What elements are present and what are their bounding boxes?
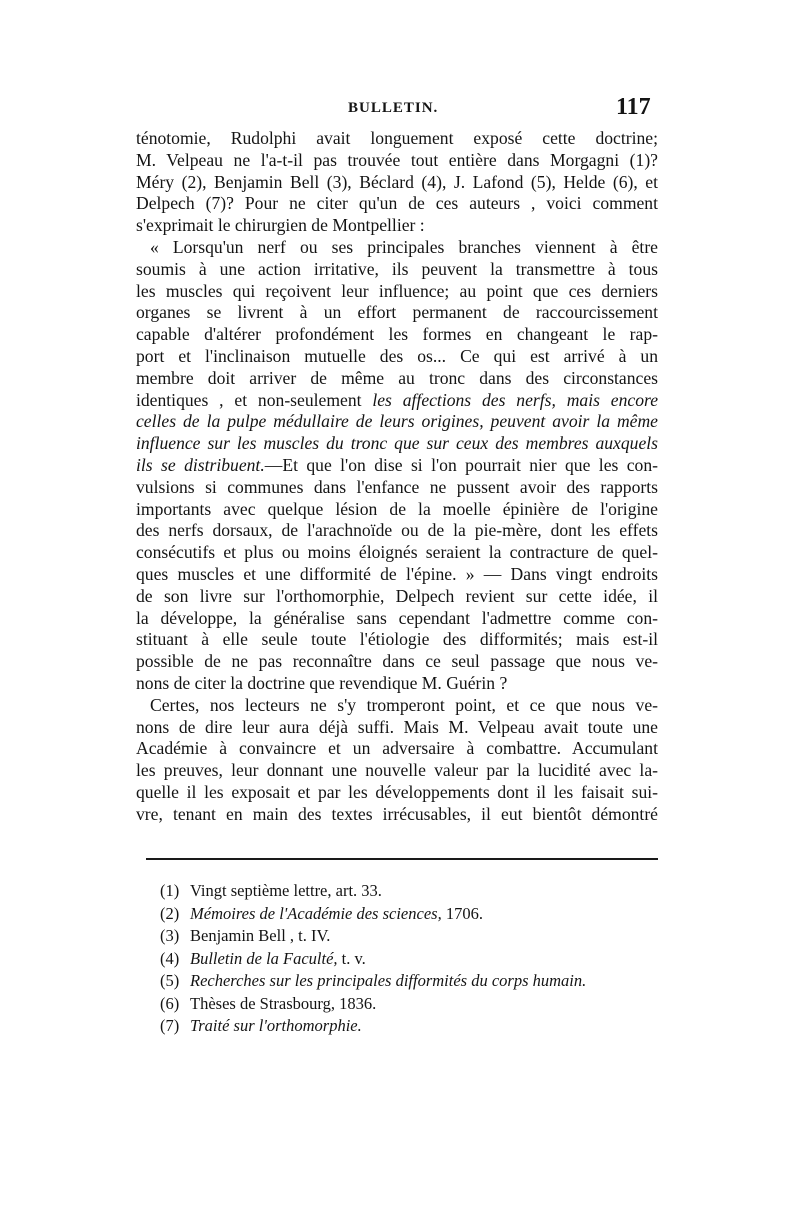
footnote-text: 1706. (441, 903, 483, 923)
text-line (136, 542, 658, 564)
footnote-number: (1) (160, 881, 180, 900)
text-segment: soumis à une action irritative, ils peuvent la transmettre à tous (136, 258, 658, 279)
text-segment: possible de ne pas reconnaître dans ce seul passage que nous ve- (136, 651, 658, 672)
text-segment: organes se livrent à un effort permanent de raccourcissement (136, 302, 658, 323)
text-line (136, 673, 658, 695)
text-line (136, 302, 658, 324)
text-line (136, 738, 658, 760)
text-segment: nons de citer la doctrine que revendique M. Guérin ? (136, 672, 508, 693)
text-line (136, 760, 658, 782)
footnote-separator (146, 858, 658, 860)
footnote (160, 925, 660, 948)
text-segment: consécutifs et plus ou moins éloignés seraient la contracture de quel- (136, 542, 658, 563)
footnote (160, 948, 660, 971)
text-line (136, 193, 658, 215)
footnote-number: (7) (160, 1016, 180, 1035)
footnote (160, 903, 660, 926)
text-line (136, 433, 658, 455)
text-segment: capable d'altérer profondément les formes en changeant le rap- (136, 324, 658, 345)
footnote (160, 1015, 660, 1038)
text-segment: « Lorsqu'un nerf ou ses principales branches viennent à être (150, 236, 658, 257)
text-line (136, 477, 658, 499)
text-line (136, 215, 658, 237)
text-line (136, 237, 658, 259)
text-segment: de son livre sur l'orthomorphie, Delpech revient sur cette idée, il (136, 585, 658, 606)
text-line (136, 804, 658, 826)
text-segment: M. Velpeau ne l'a-t-il pas trouvée tout entière dans Morgagni (1)? (136, 149, 658, 170)
text-segment: la développe, la généralise sans cependant l'admettre comme con- (136, 607, 658, 628)
page-number: 117 (616, 94, 651, 120)
italic-segment: les affections des nerfs, mais encore (372, 389, 658, 410)
text-segment: s'exprimait le chirurgien de Montpellier : (136, 215, 425, 236)
text-segment: membre doit arriver de même au tronc dans des circonstances (136, 367, 658, 388)
text-line (136, 586, 658, 608)
footnote-italic-text: Recherches sur les principales difformités du corps humain. (190, 971, 587, 990)
footnote (160, 993, 660, 1016)
text-line (136, 411, 658, 433)
text-line (136, 629, 658, 651)
footnote-italic-text: Bulletin de la Faculté, (190, 948, 338, 968)
text-segment: des nerfs dorsaux, de l'arachnoïde ou de la pie-mère, dont les effets (136, 520, 658, 541)
text-line (136, 608, 658, 630)
text-segment: Certes, nos lecteurs ne s'y tromperont point, et ce que nous ve- (150, 694, 658, 715)
text-line (136, 259, 658, 281)
text-segment: les muscles qui reçoivent leur influence; au point que ces derniers (136, 280, 658, 301)
footnote-text: t. v. (337, 948, 366, 968)
text-line (136, 172, 658, 194)
text-segment: importants avec quelque lésion de la moelle épinière de l'origine (136, 498, 658, 519)
italic-segment: celles de la pulpe médullaire de leurs origines, peuvent avoir la même (136, 411, 658, 432)
text-segment: Académie à convaincre et un adversaire à combattre. Accumulant (136, 738, 658, 759)
text-line (136, 564, 658, 586)
footnote (160, 970, 660, 993)
text-segment: port et l'inclinaison mutuelle des os... Ce qui est arrivé à un (136, 345, 658, 366)
text-line (136, 281, 658, 303)
footnote-number: (4) (160, 948, 180, 968)
text-line (136, 499, 658, 521)
text-line (136, 324, 658, 346)
footnote-italic-text: Mémoires de l'Académie des sciences, (190, 903, 442, 923)
italic-segment: ils se distribuent. (136, 454, 265, 475)
text-line (136, 346, 658, 368)
footnote-text: Thèses de Strasbourg, 1836. (190, 993, 377, 1013)
text-line (136, 150, 658, 172)
text-line (136, 717, 658, 739)
text-line (136, 651, 658, 673)
text-segment: ques muscles et une difformité de l'épine. » — Dans vingt endroits (136, 563, 658, 584)
running-title: BULLETIN. (348, 100, 439, 116)
footnote-number: (2) (160, 903, 180, 923)
text-segment: quelle il les exposait et par les développements dont il les faisait sui- (136, 781, 658, 802)
text-segment: identiques , et non-seulement (136, 389, 373, 410)
text-segment: vulsions si communes dans l'enfance ne pussent avoir des rapports (136, 476, 658, 497)
text-segment: stituant à elle seule toute l'étiologie des difformités; mais est-il (136, 629, 658, 650)
text-line (136, 128, 658, 150)
text-line (136, 520, 658, 542)
text-line (136, 782, 658, 804)
text-segment: vre, tenant en main des textes irrécusables, il eut bientôt démontré (136, 803, 658, 824)
footnote-text: Benjamin Bell , t. IV. (190, 926, 331, 945)
text-line (136, 368, 658, 390)
footnote (160, 880, 660, 903)
text-segment: ténotomie, Rudolphi avait longuement exposé cette doctrine; (136, 128, 658, 148)
footnote-number: (5) (160, 971, 180, 990)
footnotes (160, 880, 660, 1038)
text-line (136, 455, 658, 477)
body-text (136, 128, 658, 826)
footnote-number: (3) (160, 926, 180, 945)
text-segment: les preuves, leur donnant une nouvelle valeur par la lucidité avec la- (136, 760, 658, 781)
text-segment: Delpech (7)? Pour ne citer qu'un de ces auteurs , voici comment (136, 193, 658, 214)
text-line (136, 390, 658, 412)
italic-segment: influence sur les muscles du tronc que sur ceux des membres auxquels (136, 433, 658, 454)
text-line (136, 695, 658, 717)
running-header (0, 92, 800, 122)
footnote-number: (6) (160, 993, 180, 1013)
text-segment: nons de dire leur aura déjà suffi. Mais M. Velpeau avait toute une (136, 716, 658, 737)
footnote-italic-text: Traité sur l'orthomorphie. (190, 1016, 362, 1035)
text-segment: —Et que l'on dise si l'on pourrait nier que les con- (264, 454, 659, 475)
text-segment: Méry (2), Benjamin Bell (3), Béclard (4), J. Lafond (5), Helde (6), et (136, 171, 658, 192)
footnote-text: Vingt septième lettre, art. 33. (190, 881, 382, 900)
